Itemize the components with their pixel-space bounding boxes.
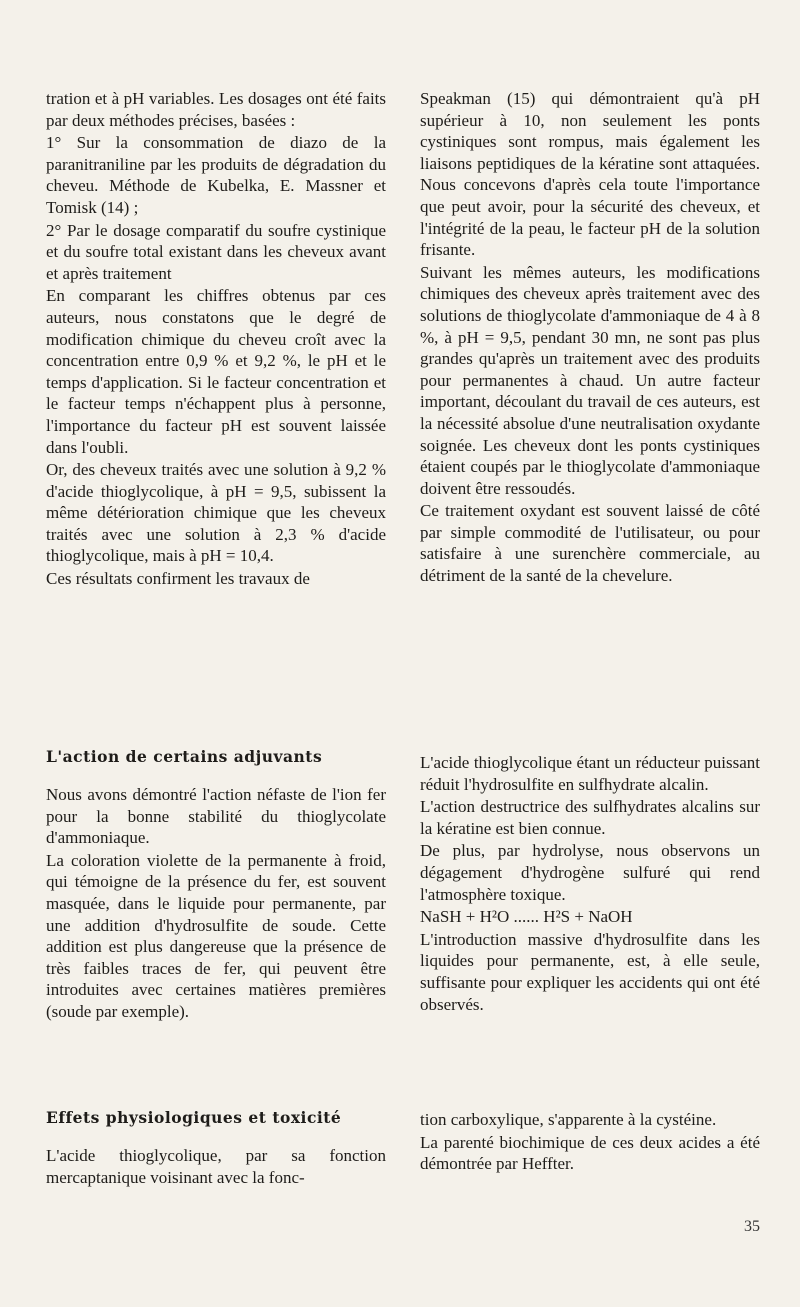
- paragraph: Nous avons démontré l'action néfaste de l'ion fer pour la bonne stabilité du thioglycolate d'ammoniaque.: [46, 785, 386, 848]
- paragraph: 1° Sur la consommation de diazo de la paranitraniline par les produits de dégradation du cheveu. Méthode de Kubelka, E. Massner et Tomisk (14) ;: [46, 133, 386, 217]
- paragraph: En comparant les chiffres obtenus par ces auteurs, nous constatons que le degré de modification chimique du cheveu croît avec la concentration entre 0,9 % et 9,2 %, le pH et le temps d'application. Si le facteur concentration et le facteur temps n'échappent plus à personne, l'importance du facteur pH est souvent laissée dans l'oubli.: [46, 286, 386, 457]
- paragraph: tion carboxylique, s'apparente à la cystéine.: [420, 1110, 717, 1129]
- column-right: [420, 1108, 760, 1188]
- paragraph: L'acide thioglycolique étant un réducteur puissant réduit l'hydrosulfite en sulfhydrate alcalin.: [420, 753, 760, 794]
- section-concentration-ph: [46, 88, 760, 590]
- chemical-equation: NaSH + H²O ...... H²S + NaOH: [420, 907, 633, 927]
- paragraph: Ces résultats confirment les travaux de: [46, 569, 310, 589]
- paragraph: Ce traitement oxydant est souvent laissé de côté par simple commodité de l'utilisateur, ou pour satisfaire à une surenchère commerciale, au détriment de la santé de la chevelure.: [420, 501, 760, 586]
- column-left: [46, 1108, 386, 1188]
- paragraph: Or, des cheveux traités avec une solution à 9,2 % d'acide thioglycolique, à pH = 9,5, subissent la même détérioration chimique que les cheveux traités avec une solution à 2,3 % d'acide thioglycolique, mais à pH = 10,4.: [46, 460, 386, 566]
- page-number: 35: [744, 1218, 760, 1235]
- section-heading: L'action de certains adjuvants: [46, 747, 323, 766]
- column-right: [420, 88, 760, 590]
- paragraph: 2° Par le dosage comparatif du soufre cystinique et du soufre total existant dans les cheveux avant et après traitement: [46, 220, 386, 283]
- paragraph: L'acide thioglycolique, par sa fonction mercaptanique voisinant avec la fonc-: [46, 1146, 386, 1187]
- paragraph: La coloration violette de la permanente à froid, qui témoigne de la présence du fer, est souvent masquée, dans le liquide pour permanente, par une addition d'hydrosulfite de soude. Cette addition est plus dangereuse que la présence de très faibles traces de fer, qui peuvent être introduites avec certaines matières premières (soude par exemple).: [46, 850, 386, 1021]
- paragraph: L'introduction massive d'hydrosulfite dans les liquides pour permanente, est, à elle seule, suffisante pour expliquer les accidents qui ont été observés.: [420, 929, 760, 1014]
- paragraph: La parenté biochimique de ces deux acides a été démontrée par Heffter.: [420, 1132, 760, 1174]
- paragraph: L'action destructrice des sulfhydrates alcalins sur la kératine est bien connue.: [420, 797, 760, 838]
- paragraph: tration et à pH variables. Les dosages ont été faits par deux méthodes précises, basées :: [46, 89, 386, 130]
- column-left: [46, 747, 386, 1023]
- section-adjuvants: [46, 747, 760, 1023]
- section-physiological-effects: [46, 1108, 760, 1188]
- column-left: [46, 88, 386, 590]
- paragraph: Speakman (15) qui démontraient qu'à pH supérieur à 10, non seulement les ponts cystiniques sont rompus, mais également les liaisons peptidiques de la kératine sont attaquées. Nous concevons d'après cela toute l'importance que peut avoir, pour la sécurité des cheveux, et l'intégrité de la peau, le facteur pH de la solution frisante.: [420, 89, 760, 260]
- paragraph: De plus, par hydrolyse, nous observons un dégagement d'hydrogène sulfuré qui rend l'atmosphère toxique.: [420, 841, 760, 904]
- paragraph: Suivant les mêmes auteurs, les modifications chimiques des cheveux après traitement avec des solutions de thioglycolate d'ammoniaque de 4 à 8 %, à pH = 9,5, pendant 30 mn, ne sont pas plus grandes qu'après un traitement avec des produits pour permanentes à chaud. Un autre facteur important, découlant du travail de ces auteurs, est la nécessité absolue d'une neutralisation oxydante soignée. Les cheveux dont les ponts cystiniques étaient coupés par le thioglycolate d'ammoniaque doivent être ressoudés.: [420, 262, 760, 498]
- column-right: [420, 747, 760, 1023]
- section-heading: Effets physiologiques et toxicité: [46, 1108, 342, 1127]
